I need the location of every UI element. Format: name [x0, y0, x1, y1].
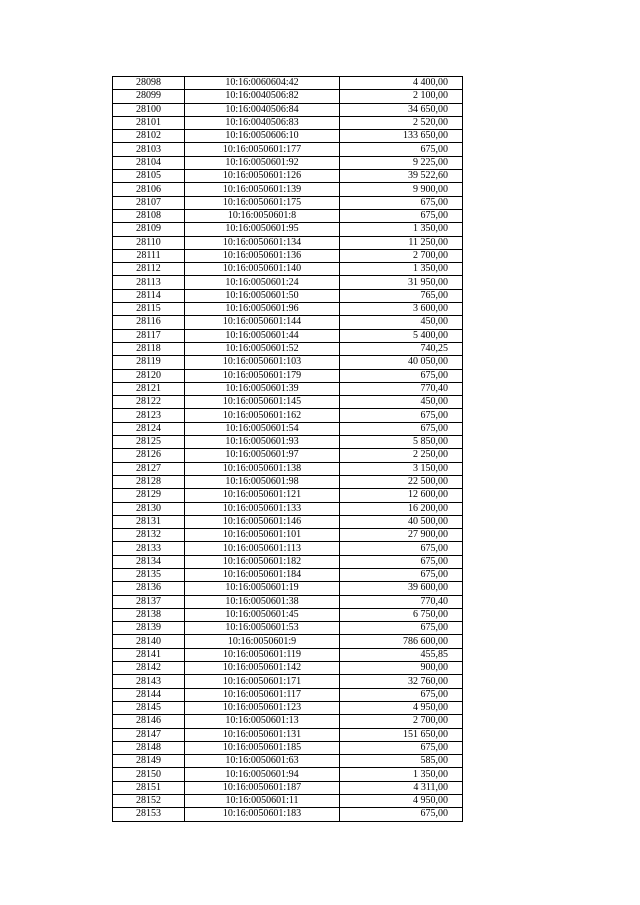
cadastral-number-cell: 10:16:0050601:53 — [185, 622, 340, 635]
row-number-cell: 28140 — [113, 635, 185, 648]
table-row — [113, 675, 463, 688]
cadastral-number-cell: 10:16:0040506:82 — [185, 90, 340, 103]
table-row — [113, 755, 463, 768]
cadastral-number-cell: 10:16:0050601:63 — [185, 755, 340, 768]
table-row — [113, 436, 463, 449]
value-cell: 3 600,00 — [340, 303, 463, 316]
value-cell: 34 650,00 — [340, 103, 463, 116]
cadastral-number-cell: 10:16:0050601:44 — [185, 329, 340, 342]
cadastral-number-cell: 10:16:0050601:113 — [185, 542, 340, 555]
value-cell: 5 850,00 — [340, 436, 463, 449]
row-number-cell: 28151 — [113, 781, 185, 794]
cadastral-number-cell: 10:16:0050601:138 — [185, 462, 340, 475]
table-row — [113, 382, 463, 395]
row-number-cell: 28126 — [113, 449, 185, 462]
value-cell: 740,25 — [340, 342, 463, 355]
cadastral-number-cell: 10:16:0050601:136 — [185, 249, 340, 262]
row-number-cell: 28111 — [113, 249, 185, 262]
value-cell: 151 650,00 — [340, 728, 463, 741]
table-row — [113, 489, 463, 502]
cadastral-number-cell: 10:16:0050601:139 — [185, 183, 340, 196]
value-cell: 2 700,00 — [340, 249, 463, 262]
row-number-cell: 28146 — [113, 715, 185, 728]
table-row — [113, 130, 463, 143]
cadastral-number-cell: 10:16:0050601:103 — [185, 356, 340, 369]
row-number-cell: 28150 — [113, 768, 185, 781]
row-number-cell: 28142 — [113, 662, 185, 675]
table-row — [113, 795, 463, 808]
row-number-cell: 28110 — [113, 236, 185, 249]
cadastral-number-cell: 10:16:0050606:10 — [185, 130, 340, 143]
row-number-cell: 28108 — [113, 209, 185, 222]
row-number-cell: 28122 — [113, 396, 185, 409]
row-number-cell: 28113 — [113, 276, 185, 289]
cadastral-number-cell: 10:16:0050601:183 — [185, 808, 340, 821]
table-row — [113, 701, 463, 714]
value-cell: 675,00 — [340, 369, 463, 382]
value-cell: 675,00 — [340, 196, 463, 209]
cadastral-number-cell: 10:16:0050601:144 — [185, 316, 340, 329]
row-number-cell: 28137 — [113, 595, 185, 608]
row-number-cell: 28120 — [113, 369, 185, 382]
table-row — [113, 662, 463, 675]
table-row — [113, 409, 463, 422]
table-row — [113, 276, 463, 289]
row-number-cell: 28103 — [113, 143, 185, 156]
cadastral-number-cell: 10:16:0050601:179 — [185, 369, 340, 382]
row-number-cell: 28135 — [113, 568, 185, 581]
table-row — [113, 555, 463, 568]
value-cell: 770,40 — [340, 382, 463, 395]
table-row — [113, 329, 463, 342]
table-row — [113, 156, 463, 169]
value-cell: 675,00 — [340, 555, 463, 568]
cadastral-number-cell: 10:16:0050601:39 — [185, 382, 340, 395]
value-cell: 39 600,00 — [340, 582, 463, 595]
row-number-cell: 28129 — [113, 489, 185, 502]
table-row — [113, 289, 463, 302]
cadastral-number-cell: 10:16:0050601:13 — [185, 715, 340, 728]
table-row — [113, 342, 463, 355]
value-cell: 450,00 — [340, 316, 463, 329]
table-row — [113, 462, 463, 475]
cadastral-number-cell: 10:16:0050601:177 — [185, 143, 340, 156]
table-row — [113, 781, 463, 794]
row-number-cell: 28107 — [113, 196, 185, 209]
table-row — [113, 223, 463, 236]
table-row — [113, 542, 463, 555]
table-row — [113, 356, 463, 369]
row-number-cell: 28125 — [113, 436, 185, 449]
row-number-cell: 28131 — [113, 515, 185, 528]
value-cell: 1 350,00 — [340, 263, 463, 276]
value-cell: 2 100,00 — [340, 90, 463, 103]
table-body — [113, 77, 463, 822]
cadastral-number-cell: 10:16:0050601:9 — [185, 635, 340, 648]
value-cell: 9 900,00 — [340, 183, 463, 196]
cadastral-number-cell: 10:16:0050601:182 — [185, 555, 340, 568]
table-row — [113, 741, 463, 754]
row-number-cell: 28098 — [113, 77, 185, 90]
value-cell: 4 950,00 — [340, 701, 463, 714]
value-cell: 675,00 — [340, 422, 463, 435]
value-cell: 1 350,00 — [340, 768, 463, 781]
cadastral-number-cell: 10:16:0050601:50 — [185, 289, 340, 302]
value-cell: 675,00 — [340, 209, 463, 222]
value-cell: 675,00 — [340, 143, 463, 156]
value-cell: 2 700,00 — [340, 715, 463, 728]
table-row — [113, 90, 463, 103]
row-number-cell: 28148 — [113, 741, 185, 754]
table-row — [113, 808, 463, 821]
cadastral-number-cell: 10:16:0050601:95 — [185, 223, 340, 236]
table-row — [113, 316, 463, 329]
table-row — [113, 728, 463, 741]
table-row — [113, 249, 463, 262]
row-number-cell: 28106 — [113, 183, 185, 196]
value-cell: 1 350,00 — [340, 223, 463, 236]
value-cell: 675,00 — [340, 688, 463, 701]
value-cell: 675,00 — [340, 542, 463, 555]
row-number-cell: 28133 — [113, 542, 185, 555]
cadastral-number-cell: 10:16:0050601:93 — [185, 436, 340, 449]
value-cell: 40 050,00 — [340, 356, 463, 369]
cadastral-number-cell: 10:16:0050601:54 — [185, 422, 340, 435]
value-cell: 786 600,00 — [340, 635, 463, 648]
cadastral-number-cell: 10:16:0050601:97 — [185, 449, 340, 462]
cadastral-number-cell: 10:16:0050601:187 — [185, 781, 340, 794]
cadastral-number-cell: 10:16:0050601:185 — [185, 741, 340, 754]
table-row — [113, 608, 463, 621]
table-row — [113, 422, 463, 435]
row-number-cell: 28118 — [113, 342, 185, 355]
cadastral-number-cell: 10:16:0050601:142 — [185, 662, 340, 675]
value-cell: 585,00 — [340, 755, 463, 768]
cadastral-number-cell: 10:16:0050601:175 — [185, 196, 340, 209]
table-row — [113, 103, 463, 116]
row-number-cell: 28114 — [113, 289, 185, 302]
value-cell: 675,00 — [340, 568, 463, 581]
value-cell: 3 150,00 — [340, 462, 463, 475]
table-row — [113, 77, 463, 90]
cadastral-number-cell: 10:16:0050601:131 — [185, 728, 340, 741]
cadastral-number-cell: 10:16:0050601:101 — [185, 529, 340, 542]
value-cell: 675,00 — [340, 409, 463, 422]
value-cell: 32 760,00 — [340, 675, 463, 688]
table-row — [113, 768, 463, 781]
row-number-cell: 28117 — [113, 329, 185, 342]
row-number-cell: 28116 — [113, 316, 185, 329]
cadastral-number-cell: 10:16:0050601:38 — [185, 595, 340, 608]
value-cell: 770,40 — [340, 595, 463, 608]
table-row — [113, 116, 463, 129]
row-number-cell: 28119 — [113, 356, 185, 369]
row-number-cell: 28102 — [113, 130, 185, 143]
cadastral-number-cell: 10:16:0050601:52 — [185, 342, 340, 355]
table-row — [113, 236, 463, 249]
table-row — [113, 568, 463, 581]
value-cell: 455,85 — [340, 648, 463, 661]
table-row — [113, 475, 463, 488]
value-cell: 12 600,00 — [340, 489, 463, 502]
row-number-cell: 28144 — [113, 688, 185, 701]
cadastral-number-cell: 10:16:0050601:119 — [185, 648, 340, 661]
cadastral-number-cell: 10:16:0050601:162 — [185, 409, 340, 422]
value-cell: 900,00 — [340, 662, 463, 675]
row-number-cell: 28153 — [113, 808, 185, 821]
table-row — [113, 635, 463, 648]
value-cell: 27 900,00 — [340, 529, 463, 542]
table-row — [113, 502, 463, 515]
cadastral-number-cell: 10:16:0050601:45 — [185, 608, 340, 621]
row-number-cell: 28101 — [113, 116, 185, 129]
cadastral-number-cell: 10:16:0050601:92 — [185, 156, 340, 169]
cadastral-number-cell: 10:16:0050601:145 — [185, 396, 340, 409]
row-number-cell: 28115 — [113, 303, 185, 316]
cadastral-number-cell: 10:16:0050601:96 — [185, 303, 340, 316]
table-row — [113, 263, 463, 276]
row-number-cell: 28145 — [113, 701, 185, 714]
value-cell: 450,00 — [340, 396, 463, 409]
value-cell: 16 200,00 — [340, 502, 463, 515]
value-cell: 765,00 — [340, 289, 463, 302]
value-cell: 4 400,00 — [340, 77, 463, 90]
table-row — [113, 396, 463, 409]
cadastral-number-cell: 10:16:0050601:19 — [185, 582, 340, 595]
row-number-cell: 28105 — [113, 170, 185, 183]
table-row — [113, 449, 463, 462]
value-cell: 675,00 — [340, 741, 463, 754]
cadastral-number-cell: 10:16:0050601:146 — [185, 515, 340, 528]
cadastral-number-cell: 10:16:0050601:134 — [185, 236, 340, 249]
table-row — [113, 143, 463, 156]
row-number-cell: 28132 — [113, 529, 185, 542]
cadastral-number-cell: 10:16:0050601:117 — [185, 688, 340, 701]
row-number-cell: 28121 — [113, 382, 185, 395]
table-row — [113, 515, 463, 528]
row-number-cell: 28100 — [113, 103, 185, 116]
value-cell: 133 650,00 — [340, 130, 463, 143]
table-row — [113, 582, 463, 595]
value-cell: 675,00 — [340, 808, 463, 821]
table-row — [113, 715, 463, 728]
row-number-cell: 28139 — [113, 622, 185, 635]
cadastral-number-cell: 10:16:0050601:171 — [185, 675, 340, 688]
value-cell: 4 311,00 — [340, 781, 463, 794]
table-row — [113, 369, 463, 382]
table-row — [113, 622, 463, 635]
row-number-cell: 28104 — [113, 156, 185, 169]
table-row — [113, 688, 463, 701]
value-cell: 5 400,00 — [340, 329, 463, 342]
value-cell: 40 500,00 — [340, 515, 463, 528]
value-cell: 31 950,00 — [340, 276, 463, 289]
value-cell: 39 522,60 — [340, 170, 463, 183]
cadastral-number-cell: 10:16:0050601:94 — [185, 768, 340, 781]
cadastral-number-cell: 10:16:0050601:133 — [185, 502, 340, 515]
table-row — [113, 183, 463, 196]
cadastral-number-cell: 10:16:0060604:42 — [185, 77, 340, 90]
cadastral-number-cell: 10:16:0050601:8 — [185, 209, 340, 222]
cadastral-number-cell: 10:16:0050601:11 — [185, 795, 340, 808]
value-cell: 2 520,00 — [340, 116, 463, 129]
table-row — [113, 648, 463, 661]
row-number-cell: 28123 — [113, 409, 185, 422]
table-row — [113, 303, 463, 316]
row-number-cell: 28134 — [113, 555, 185, 568]
row-number-cell: 28152 — [113, 795, 185, 808]
row-number-cell: 28136 — [113, 582, 185, 595]
table-row — [113, 595, 463, 608]
table-row — [113, 196, 463, 209]
value-cell: 2 250,00 — [340, 449, 463, 462]
row-number-cell: 28112 — [113, 263, 185, 276]
row-number-cell: 28127 — [113, 462, 185, 475]
row-number-cell: 28138 — [113, 608, 185, 621]
cadastral-number-cell: 10:16:0050601:184 — [185, 568, 340, 581]
row-number-cell: 28099 — [113, 90, 185, 103]
table-row — [113, 170, 463, 183]
value-cell: 4 950,00 — [340, 795, 463, 808]
row-number-cell: 28124 — [113, 422, 185, 435]
cadastral-number-cell: 10:16:0040506:84 — [185, 103, 340, 116]
cadastral-number-cell: 10:16:0050601:140 — [185, 263, 340, 276]
cadastral-value-table — [112, 76, 463, 822]
table-row — [113, 209, 463, 222]
row-number-cell: 28109 — [113, 223, 185, 236]
value-cell: 22 500,00 — [340, 475, 463, 488]
row-number-cell: 28130 — [113, 502, 185, 515]
cadastral-number-cell: 10:16:0050601:126 — [185, 170, 340, 183]
table-row — [113, 529, 463, 542]
row-number-cell: 28141 — [113, 648, 185, 661]
cadastral-number-cell: 10:16:0050601:24 — [185, 276, 340, 289]
value-cell: 675,00 — [340, 622, 463, 635]
row-number-cell: 28143 — [113, 675, 185, 688]
value-cell: 11 250,00 — [340, 236, 463, 249]
row-number-cell: 28128 — [113, 475, 185, 488]
value-cell: 9 225,00 — [340, 156, 463, 169]
cadastral-number-cell: 10:16:0050601:121 — [185, 489, 340, 502]
value-cell: 6 750,00 — [340, 608, 463, 621]
cadastral-number-cell: 10:16:0040506:83 — [185, 116, 340, 129]
cadastral-number-cell: 10:16:0050601:98 — [185, 475, 340, 488]
cadastral-number-cell: 10:16:0050601:123 — [185, 701, 340, 714]
row-number-cell: 28147 — [113, 728, 185, 741]
row-number-cell: 28149 — [113, 755, 185, 768]
